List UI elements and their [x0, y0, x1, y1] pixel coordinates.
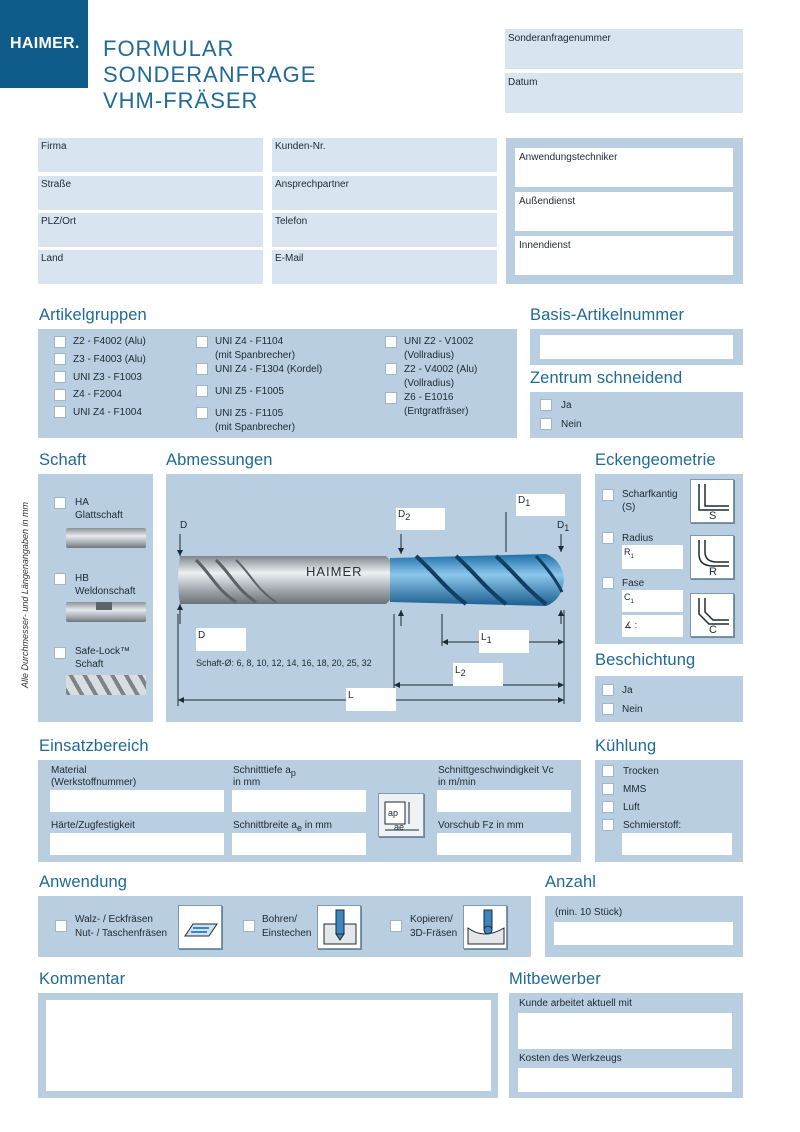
schnittbreite-text: Schnittbreite a: [233, 820, 297, 831]
label-schaft-safelock-desc: Schaft: [75, 659, 104, 670]
schnitttiefe-sub: p: [290, 768, 296, 778]
label-trocken: Trocken: [623, 766, 659, 777]
dim-l2-sub: 2: [460, 668, 466, 678]
label-material: Material: [51, 765, 87, 776]
side-note: Alle Durchmesser- und Längenangaben in mm: [20, 502, 30, 688]
ecken-heading: Eckengeometrie: [595, 451, 716, 469]
checkbox-zentrum-ja[interactable]: [540, 399, 552, 411]
zentrum-panel: [530, 392, 743, 438]
label-uni-z5-f1105-note: (mit Spanbrecher): [215, 422, 296, 433]
label-uni-z3-f1003: UNI Z3 - F1003: [73, 372, 142, 383]
c-sub: 1: [630, 598, 634, 605]
r-text: R: [624, 547, 631, 557]
dim-d-text: D: [180, 520, 188, 531]
label-schaft-hb: HB: [75, 573, 89, 584]
label-kosten: Kosten des Werkzeugs: [519, 1053, 622, 1064]
label-mms: MMS: [623, 784, 647, 795]
label-uni-z5-f1105: UNI Z5 - F1105: [215, 408, 284, 419]
vc-field[interactable]: [437, 790, 571, 812]
dim-l1-label: [481, 632, 492, 646]
label-3dfraesen: 3D-Fräsen: [410, 928, 458, 939]
corner-radius-letter: R: [709, 566, 717, 578]
checkbox-trocken[interactable]: [602, 765, 614, 777]
kunden-nr-label: Kunden-Nr.: [275, 141, 326, 152]
label-r1: [624, 546, 634, 563]
firma-label: Firma: [41, 141, 67, 152]
checkbox-bohren[interactable]: [243, 920, 255, 932]
checkbox-uni-z4-f1304[interactable]: [196, 363, 208, 375]
dim-l-label: L: [348, 690, 354, 701]
dim-d-label: [180, 520, 187, 532]
label-scharfkantig: Scharfkantig: [622, 489, 678, 500]
schnittbreite-field[interactable]: [232, 833, 366, 855]
label-schaft-safelock: Safe-Lock™: [75, 646, 131, 657]
dim-l1-sub: 1: [486, 635, 492, 645]
milling-icon: [178, 905, 222, 949]
label-z6-e1016-note: (Entgratfräser): [404, 406, 469, 417]
checkbox-uni-z2-v1002[interactable]: [385, 336, 397, 348]
logo-text: HAIMER.: [10, 35, 80, 52]
r-sub: 1: [630, 553, 634, 560]
beschichtung-panel: [595, 676, 743, 722]
email-label: E-Mail: [275, 253, 304, 264]
sonderanfragenummer-label: Sonderanfragenummer: [508, 33, 611, 44]
zentrum-heading: Zentrum schneidend: [530, 369, 683, 387]
abmessungen-heading: Abmessungen: [166, 451, 273, 469]
checkbox-z3-f4003[interactable]: [54, 353, 66, 365]
dim-d1-right-label: [557, 520, 569, 534]
label-schaft-ha-desc: Glattschaft: [75, 510, 123, 521]
label-beschichtung-nein: Nein: [622, 704, 643, 715]
label-schnitttiefe-unit: in mm: [233, 777, 261, 788]
plz-ort-label: PLZ/Ort: [41, 216, 77, 227]
checkbox-uni-z4-f1004[interactable]: [54, 406, 66, 418]
kunde-arbeitet-field[interactable]: [518, 1013, 732, 1049]
label-z3-f4003: Z3 - F4003 (Alu): [73, 354, 146, 365]
shank-safelock-image: [66, 675, 146, 695]
label-z4-f2004: Z4 - F2004: [73, 389, 122, 400]
label-schaft-hb-desc: Weldonschaft: [75, 586, 136, 597]
dim-d1r-sub: 1: [564, 523, 570, 533]
checkbox-uni-z4-f1104[interactable]: [196, 336, 208, 348]
corner-radius-icon: [690, 535, 734, 579]
schaft-durchmesser-note: Schaft-Ø: 6, 8, 10, 12, 14, 16, 18, 20, 25, 32: [196, 658, 372, 668]
haerte-field[interactable]: [50, 833, 224, 855]
schaft-heading: Schaft: [39, 451, 87, 469]
label-nutfraesen: Nut- / Taschenfräsen: [75, 928, 168, 939]
label-c1: [624, 591, 634, 608]
firma-field[interactable]: [38, 138, 263, 172]
label-zentrum-ja: Ja: [561, 400, 572, 411]
label-angle: ∡ :: [624, 620, 638, 630]
label-zentrum-nein: Nein: [561, 419, 582, 430]
dim-d2-sub: 2: [405, 512, 411, 522]
kosten-field[interactable]: [518, 1068, 732, 1092]
label-vc: Schnittgeschwindigkeit Vc: [438, 765, 554, 776]
shank-ha-image: [66, 528, 146, 548]
label-beschichtung-ja: Ja: [622, 685, 633, 696]
corner-chamfer-letter: C: [709, 624, 717, 636]
material-field[interactable]: [50, 790, 224, 812]
checkbox-beschichtung-ja[interactable]: [602, 684, 614, 696]
vorschub-field[interactable]: [437, 833, 571, 855]
drilling-icon: [317, 905, 361, 949]
label-uni-z2-v1002: UNI Z2 - V1002: [404, 336, 474, 347]
einsatz-heading: Einsatzbereich: [39, 737, 149, 755]
anzahl-field[interactable]: [554, 922, 733, 945]
checkbox-kopieren[interactable]: [390, 920, 402, 932]
label-schmierstoff: Schmierstoff:: [623, 820, 682, 831]
strasse-field[interactable]: [38, 176, 263, 210]
schnitttiefe-field[interactable]: [232, 790, 366, 812]
strasse-label: Straße: [41, 179, 72, 190]
checkbox-walzfraesen[interactable]: [55, 920, 67, 932]
label-einstechen: Einstechen: [262, 928, 312, 939]
label-uni-z4-f1304: UNI Z4 - F1304 (Kordel): [215, 364, 323, 375]
label-vc-unit: in m/min: [438, 777, 476, 788]
dim-l2-label: [455, 665, 466, 679]
checkbox-beschichtung-nein[interactable]: [602, 703, 614, 715]
label-scharfkantig-s: (S): [622, 502, 636, 513]
dim-d1-sub: 1: [525, 498, 531, 508]
basis-heading: Basis-Artikelnummer: [530, 306, 685, 324]
checkbox-schaft-ha[interactable]: [54, 497, 66, 509]
checkbox-fase[interactable]: [602, 577, 614, 589]
anwendungstechniker-label: Anwendungstechniker: [519, 152, 618, 163]
checkbox-mms[interactable]: [602, 783, 614, 795]
label-fase: Fase: [622, 578, 645, 589]
label-anzahl-note: (min. 10 Stück): [555, 907, 623, 918]
checkbox-uni-z3-f1003[interactable]: [54, 371, 66, 383]
dim-d1-label: [518, 495, 530, 509]
corner-sharp-icon: [690, 479, 734, 523]
label-uni-z5-f1005: UNI Z5 - F1005: [215, 386, 284, 397]
checkbox-zentrum-nein[interactable]: [540, 418, 552, 430]
label-kopieren: Kopieren/: [410, 914, 453, 925]
dim-d1-text: D: [518, 495, 526, 506]
land-field[interactable]: [38, 250, 263, 284]
label-schnittbreite: [233, 820, 332, 834]
label-uni-z4-f1104-note: (mit Spanbrecher): [215, 350, 296, 361]
dim-d1r-text: D: [557, 520, 565, 531]
kuehlung-heading: Kühlung: [595, 737, 657, 755]
label-radius: Radius: [622, 533, 654, 544]
checkbox-z2-f4002[interactable]: [54, 336, 66, 348]
logo: [0, 0, 88, 88]
checkbox-z2-v4002[interactable]: [385, 363, 397, 375]
label-walzfraesen: Walz- / Eckfräsen: [75, 914, 153, 925]
copy-milling-icon: [463, 905, 507, 949]
label-vorschub: Vorschub Fz in mm: [438, 820, 524, 831]
beschichtung-heading: Beschichtung: [595, 651, 696, 669]
checkbox-uni-z5-f1105[interactable]: [196, 407, 208, 419]
label-uni-z2-v1002-note: (Vollradius): [404, 350, 455, 361]
schnittbreite-sub: e: [296, 823, 302, 833]
kommentar-field[interactable]: [46, 1000, 491, 1091]
email-field[interactable]: [272, 250, 497, 284]
label-material-note: (Werkstoffnummer): [51, 777, 137, 788]
checkbox-z6-e1016[interactable]: [385, 392, 397, 404]
label-bohren: Bohren/: [262, 914, 298, 925]
checkbox-uni-z5-f1005[interactable]: [196, 385, 208, 397]
mitbewerber-heading: Mitbewerber: [509, 970, 601, 988]
cutting-depth-icon: [378, 793, 424, 837]
page-title-line1: FORMULAR: [103, 36, 235, 61]
label-z6-e1016: Z6 - E1016: [404, 392, 454, 403]
checkbox-radius[interactable]: [602, 532, 614, 544]
land-label: Land: [41, 253, 64, 264]
schnittbreite-unit: in mm: [301, 820, 332, 831]
corner-sharp-letter: S: [709, 510, 717, 522]
label-uni-z4-f1104: UNI Z4 - F1104: [215, 336, 284, 347]
innendienst-label: Innendienst: [519, 240, 571, 251]
label-haerte: Härte/Zugfestigkeit: [51, 820, 135, 831]
label-schaft-ha: HA: [75, 497, 89, 508]
label-z2-v4002-note: (Vollradius): [404, 378, 455, 389]
anzahl-heading: Anzahl: [545, 873, 597, 891]
checkbox-luft[interactable]: [602, 801, 614, 813]
dim-d-box-label: D: [198, 630, 206, 641]
corner-chamfer-icon: [690, 593, 734, 637]
basis-artikelnummer-field[interactable]: [540, 335, 733, 359]
c-text: C: [624, 592, 631, 602]
checkbox-scharfkantig[interactable]: [602, 489, 614, 501]
label-kunde-arbeitet: Kunde arbeitet aktuell mit: [519, 998, 632, 1009]
checkbox-z4-f2004[interactable]: [54, 389, 66, 401]
schmierstoff-field[interactable]: [622, 833, 732, 855]
schnitttiefe-text: Schnitttiefe a: [233, 765, 291, 776]
datum-label: Datum: [508, 77, 538, 88]
label-z2-v4002: Z2 - V4002 (Alu): [404, 364, 478, 375]
kommentar-heading: Kommentar: [39, 970, 126, 988]
label-luft: Luft: [623, 802, 640, 813]
checkbox-schmierstoff[interactable]: [602, 819, 614, 831]
telefon-label: Telefon: [275, 216, 308, 227]
artikelgruppen-heading: Artikelgruppen: [39, 306, 147, 324]
anwendung-panel: [38, 896, 531, 957]
tool-brand-text: HAIMER: [306, 564, 363, 579]
label-uni-z4-f1004: UNI Z4 - F1004: [73, 407, 142, 418]
icon-ap-label: ap: [388, 808, 399, 818]
icon-ae-label: ae: [394, 822, 405, 832]
shank-hb-image: [66, 602, 146, 622]
page-title-line2: SONDERANFRAGE: [103, 62, 317, 87]
label-z2-f4002: Z2 - F4002 (Alu): [73, 336, 146, 347]
dim-d2-text: D: [398, 509, 406, 520]
ansprechpartner-label: Ansprechpartner: [275, 179, 349, 190]
dim-l2-text: L: [455, 665, 461, 676]
checkbox-schaft-safelock[interactable]: [54, 647, 66, 659]
page-title-line3: VHM-FRÄSER: [103, 88, 259, 113]
anwendung-heading: Anwendung: [39, 873, 128, 891]
checkbox-schaft-hb[interactable]: [54, 573, 66, 585]
dim-d2-label: [398, 509, 410, 523]
datum-field[interactable]: [505, 73, 743, 113]
dim-l1-text: L: [481, 632, 487, 643]
aussendienst-label: Außendienst: [519, 196, 576, 207]
